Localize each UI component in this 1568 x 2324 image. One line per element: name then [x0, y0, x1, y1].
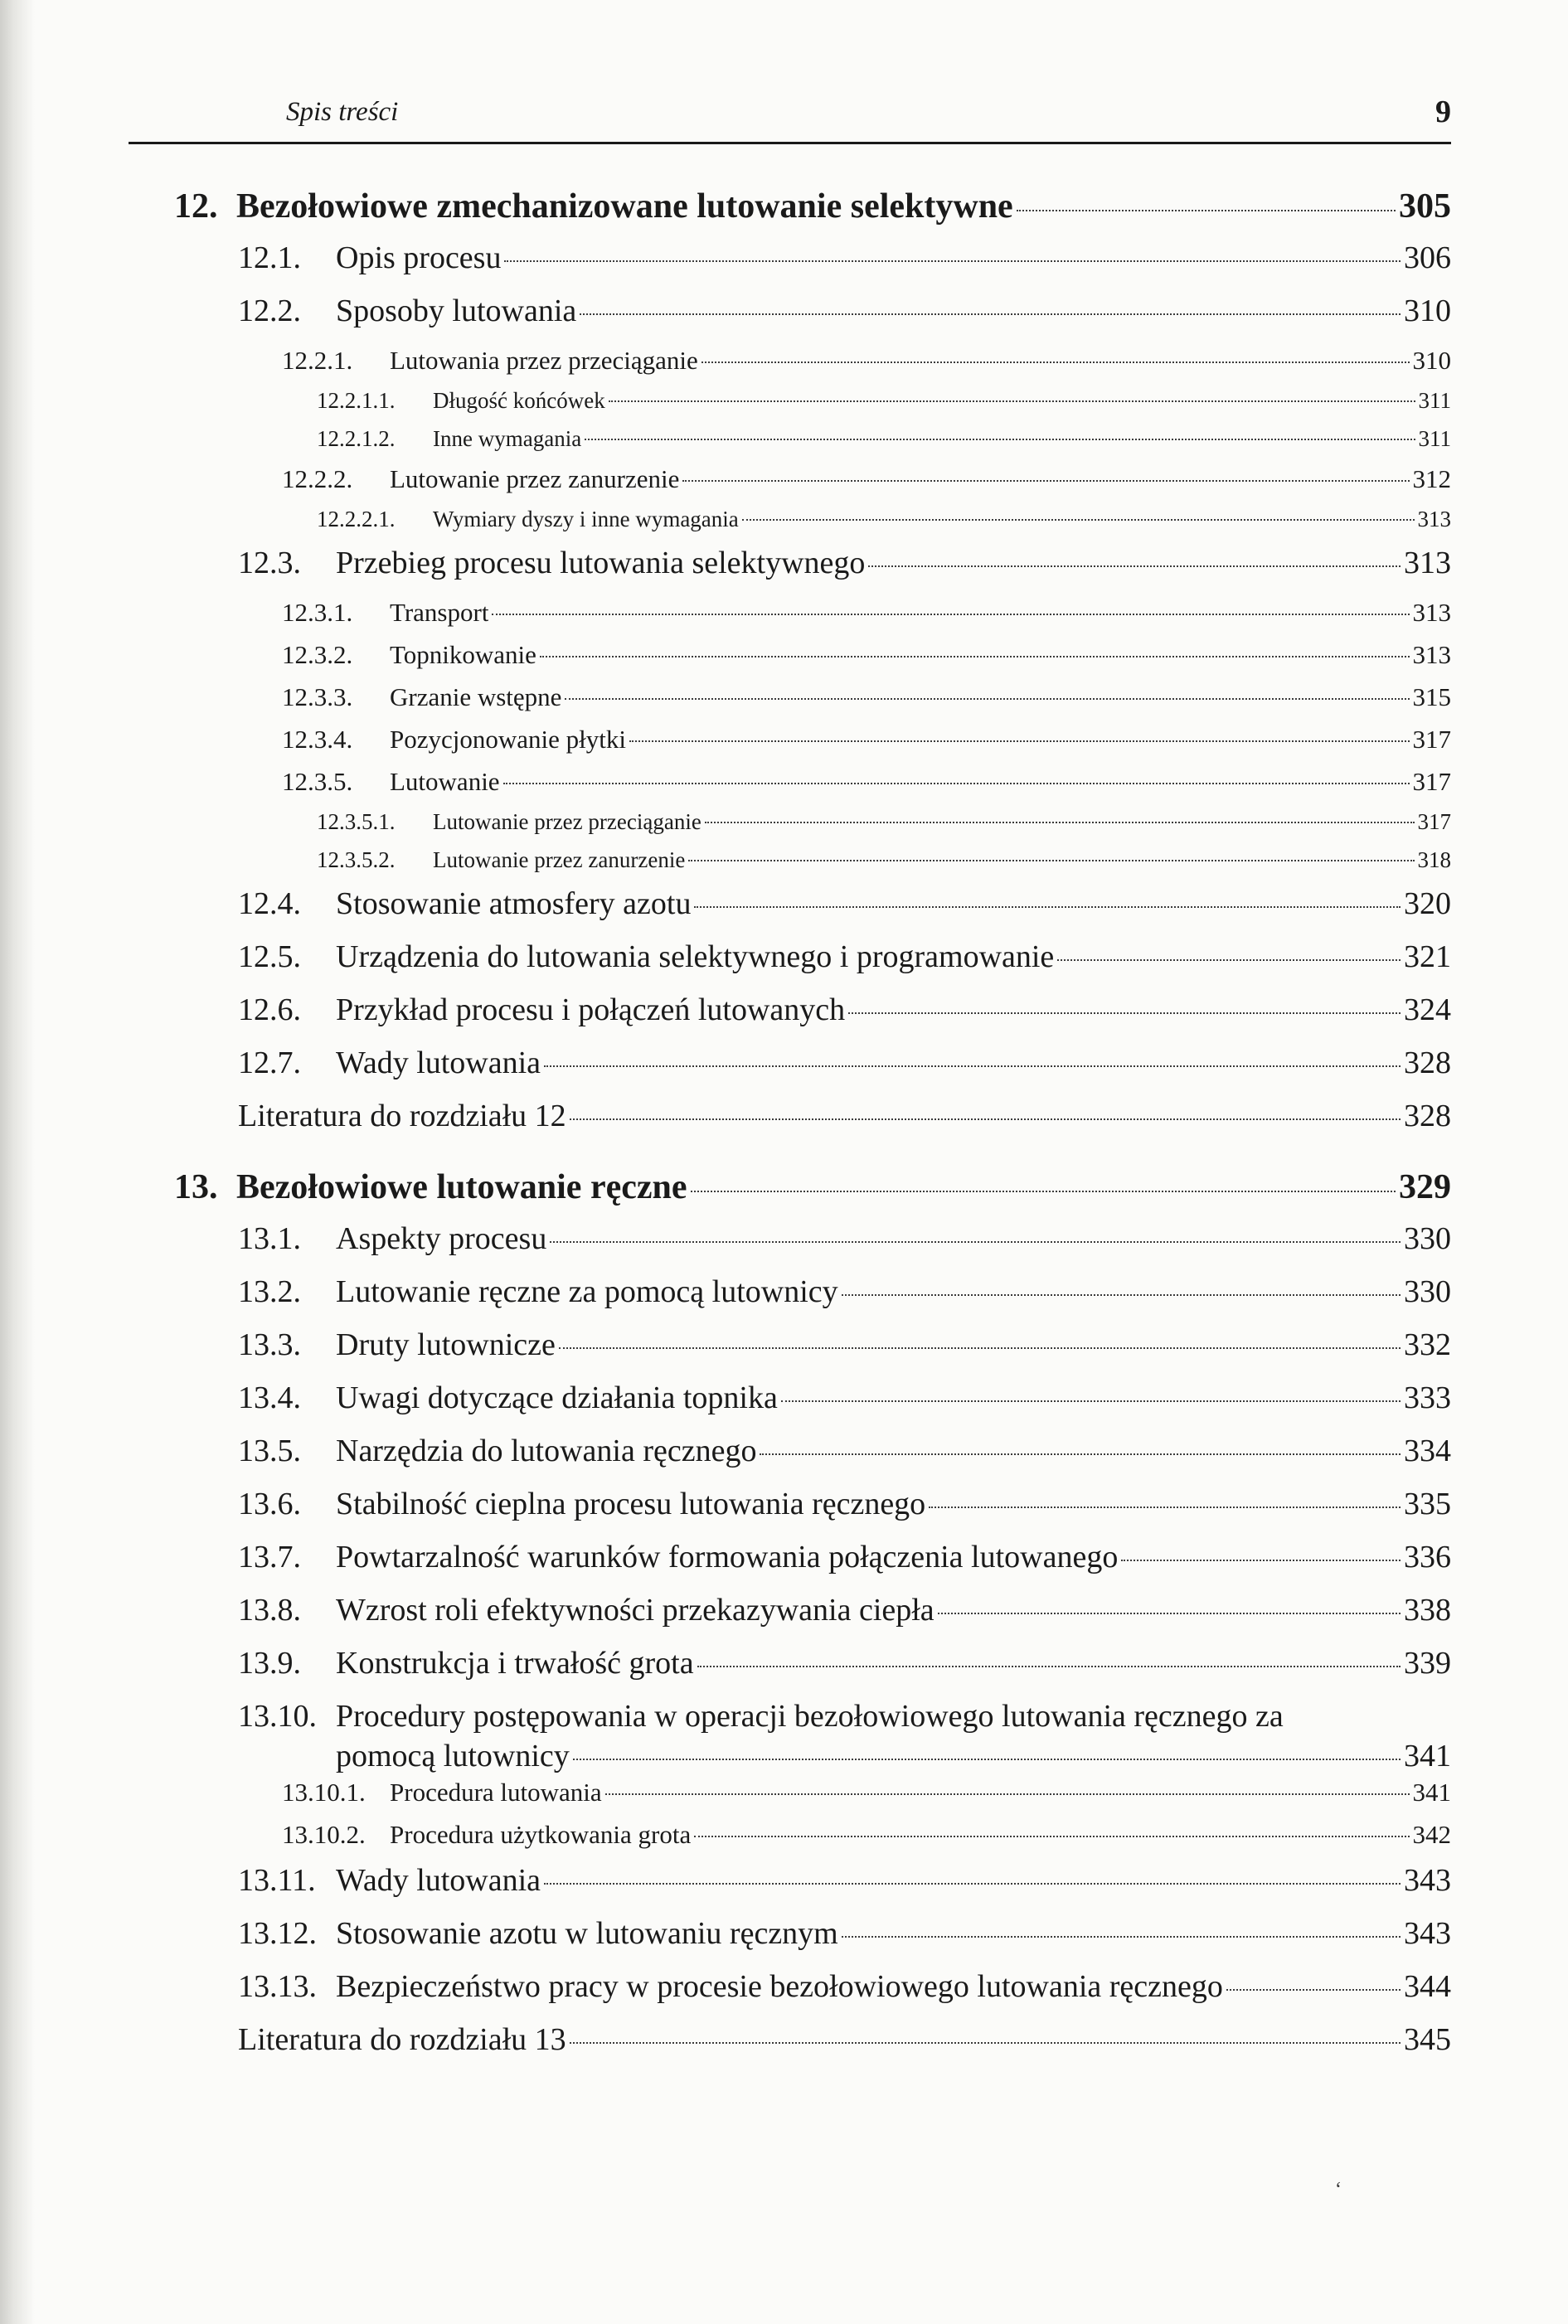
- toc-title: Bezołowiowe lutowanie ręczne: [236, 1168, 687, 1206]
- toc-number: 12.: [174, 187, 218, 226]
- dot-leader: [503, 783, 1410, 784]
- toc-entry-12-3[interactable]: [174, 545, 1451, 598]
- dot-leader: [605, 1793, 1410, 1795]
- toc-entry-12-2-2[interactable]: [174, 464, 1451, 507]
- toc-page: 313: [1412, 598, 1451, 627]
- toc-title: Bezpieczeństwo pracy w procesie bezołowiowego lutowania ręcznego: [336, 1969, 1223, 2004]
- toc-entry-12-2-2-1[interactable]: [174, 507, 1451, 545]
- toc-number: 12.4.: [238, 886, 301, 921]
- toc-page: 324: [1404, 992, 1451, 1027]
- toc-entry-12-2-1[interactable]: [174, 346, 1451, 388]
- toc-title: Wady lutowania: [336, 1863, 541, 1898]
- toc-number: 13.10.: [238, 1699, 317, 1734]
- dot-leader: [1017, 210, 1396, 211]
- toc-entry-12-1[interactable]: [174, 240, 1451, 293]
- toc-title: Stosowanie atmosfery azotu: [336, 886, 692, 921]
- dot-leader: [492, 614, 1409, 615]
- toc-title: Inne wymagania: [433, 426, 582, 451]
- dot-leader: [697, 1666, 1401, 1667]
- toc-entry-13-6[interactable]: [174, 1486, 1451, 1539]
- toc-entry-13-9[interactable]: [174, 1645, 1451, 1698]
- toc-number: 13.5.: [238, 1434, 301, 1468]
- toc-entry-12-3-2[interactable]: [174, 640, 1451, 682]
- toc-page: 329: [1399, 1168, 1451, 1206]
- toc-number: 13.13.: [238, 1969, 317, 2004]
- stray-pen-mark: ‘: [1335, 2179, 1342, 2200]
- dot-leader: [559, 1347, 1401, 1349]
- running-title: Spis treści: [286, 97, 399, 127]
- dot-leader: [585, 439, 1415, 440]
- toc-number: 12.3.3.: [282, 682, 353, 711]
- toc-title: Stabilność cieplna procesu lutowania ręcznego: [336, 1487, 926, 1521]
- toc-page: 310: [1412, 346, 1451, 375]
- toc-number: 12.2.2.1.: [317, 507, 396, 531]
- toc-title: Lutowanie: [390, 767, 500, 796]
- toc-entry-13-12[interactable]: [174, 1915, 1451, 1968]
- toc-title: Grzanie wstępne: [390, 682, 562, 711]
- toc-page: 342: [1412, 1820, 1451, 1849]
- toc-page: 339: [1404, 1646, 1451, 1681]
- toc-chapter-12[interactable]: [174, 187, 1451, 240]
- toc-number: 13.12.: [238, 1916, 317, 1951]
- dot-leader: [848, 1012, 1401, 1014]
- page-header: [129, 87, 1451, 144]
- toc-entry-12-3-4[interactable]: [174, 725, 1451, 767]
- dot-leader: [868, 565, 1401, 567]
- toc-entry-12-7[interactable]: [174, 1045, 1451, 1098]
- toc-page: 320: [1404, 886, 1451, 921]
- toc-number: 13.: [174, 1168, 218, 1206]
- toc-number: 12.3.4.: [282, 725, 353, 754]
- dot-leader: [629, 740, 1410, 742]
- toc-chapter-13[interactable]: [174, 1167, 1451, 1220]
- toc-page: 332: [1404, 1327, 1451, 1362]
- dot-leader: [573, 1759, 1401, 1760]
- dot-leader: [682, 480, 1409, 482]
- chapter-gap: [174, 1151, 1451, 1167]
- toc-number: 13.4.: [238, 1380, 301, 1415]
- toc-title: Literatura do rozdziału 12: [238, 1099, 566, 1133]
- toc-title: Druty lutownicze: [336, 1327, 556, 1362]
- toc-title: Procedura lutowania: [390, 1778, 602, 1807]
- dot-leader: [609, 400, 1415, 402]
- toc-page: 315: [1412, 682, 1451, 711]
- toc-page: 338: [1404, 1593, 1451, 1628]
- toc-title: Lutowania przez przeciąganie: [390, 346, 698, 375]
- binding-shadow: [0, 0, 35, 2324]
- toc-page: 341: [1412, 1778, 1451, 1807]
- toc-page: 305: [1399, 187, 1451, 226]
- toc-page: 306: [1404, 240, 1451, 275]
- toc-page: 328: [1404, 1046, 1451, 1080]
- toc-title: Procedura użytkowania grota: [390, 1820, 692, 1849]
- toc-entry-13-2[interactable]: [174, 1274, 1451, 1327]
- toc-entry-13-13[interactable]: [174, 1968, 1451, 2021]
- toc-page: 317: [1412, 767, 1451, 796]
- toc-entry-13-8[interactable]: [174, 1592, 1451, 1645]
- toc-page: 343: [1404, 1916, 1451, 1951]
- toc-title: Opis procesu: [336, 240, 502, 275]
- toc-entry-13-4[interactable]: [174, 1380, 1451, 1433]
- toc-number: 12.2.1.1.: [317, 388, 396, 413]
- toc-title: Uwagi dotyczące działania topnika: [336, 1380, 778, 1415]
- toc-entry-12-3-5-1[interactable]: [174, 809, 1451, 847]
- toc-number: 13.7.: [238, 1540, 301, 1574]
- toc-number: 13.2.: [238, 1274, 301, 1309]
- toc-number: 12.2.: [238, 294, 301, 328]
- toc-title: Transport: [390, 598, 489, 627]
- toc-number: 12.3.5.2.: [317, 847, 396, 872]
- toc-number: 12.3.1.: [282, 598, 353, 627]
- toc-title: Bezołowiowe zmechanizowane lutowanie selektywne: [236, 187, 1013, 226]
- toc-title: Lutowanie przez zanurzenie: [433, 847, 686, 872]
- toc-number: 13.8.: [238, 1593, 301, 1628]
- dot-leader: [565, 698, 1409, 700]
- toc-literature-12[interactable]: [174, 1098, 1451, 1151]
- toc-entry-12-3-5-2[interactable]: [174, 847, 1451, 885]
- toc-number: 13.10.1.: [282, 1778, 366, 1807]
- dot-leader: [688, 860, 1414, 861]
- toc-page: 336: [1404, 1540, 1451, 1574]
- toc-number: 12.3.5.: [282, 767, 353, 796]
- toc-entry-13-3[interactable]: [174, 1327, 1451, 1380]
- toc-title: Przebieg procesu lutowania selektywnego: [336, 546, 866, 580]
- toc-title: Wzrost roli efektywności przekazywania ciepła: [336, 1593, 934, 1628]
- dot-leader: [842, 1936, 1401, 1938]
- toc-number: 13.10.2.: [282, 1820, 366, 1849]
- toc-number: 13.3.: [238, 1327, 301, 1362]
- toc-title: Stosowanie azotu w lutowaniu ręcznym: [336, 1916, 838, 1951]
- dot-leader: [1121, 1560, 1401, 1561]
- toc-title: Urządzenia do lutowania selektywnego i programowanie: [336, 939, 1055, 974]
- toc-entry-13-1[interactable]: [174, 1220, 1451, 1274]
- toc-page: 317: [1412, 725, 1451, 754]
- toc-number: 12.2.1.2.: [317, 426, 396, 451]
- toc-page: 313: [1417, 507, 1451, 531]
- toc-title: Topnikowanie: [390, 640, 536, 669]
- toc-title: Powtarzalność warunków formowania połączenia lutowanego: [336, 1540, 1119, 1574]
- dot-leader: [760, 1453, 1401, 1455]
- dot-leader: [540, 656, 1410, 657]
- toc-page: 328: [1404, 1099, 1451, 1133]
- dot-leader: [570, 2042, 1401, 2044]
- toc-title-line2: pomocą lutownicy: [336, 1739, 570, 1773]
- page-number: 9: [1435, 95, 1451, 129]
- toc-page: 313: [1412, 640, 1451, 669]
- toc-literature-13[interactable]: [174, 2021, 1451, 2074]
- toc-entry-12-4[interactable]: [174, 885, 1451, 939]
- dot-leader: [544, 1065, 1401, 1067]
- toc-number: 12.3.2.: [282, 640, 353, 669]
- toc-title: Pozycjonowanie płytki: [390, 725, 626, 754]
- toc-entry-12-2[interactable]: [174, 293, 1451, 346]
- toc-number: 13.1.: [238, 1221, 301, 1256]
- toc-entry-12-3-5[interactable]: [174, 767, 1451, 809]
- toc-title: Przykład procesu i połączeń lutowanych: [336, 992, 846, 1027]
- toc-title: Lutowanie ręczne za pomocą lutownicy: [336, 1274, 838, 1309]
- toc-entry-13-5[interactable]: [174, 1433, 1451, 1486]
- toc-title: Literatura do rozdziału 13: [238, 2022, 566, 2057]
- toc-entry-13-11[interactable]: [174, 1862, 1451, 1915]
- toc-page: 317: [1417, 809, 1451, 834]
- toc-entry-13-7[interactable]: [174, 1539, 1451, 1592]
- toc-page: 345: [1404, 2022, 1451, 2057]
- toc-title: Sposoby lutowania: [336, 294, 577, 328]
- toc-number: 13.9.: [238, 1646, 301, 1681]
- toc-entry-12-3-3[interactable]: [174, 682, 1451, 725]
- toc-page: 311: [1418, 426, 1451, 451]
- dot-leader: [544, 1883, 1401, 1885]
- toc-title: Aspekty procesu: [336, 1221, 547, 1256]
- toc-number: 13.11.: [238, 1863, 316, 1898]
- dot-leader: [504, 260, 1401, 262]
- toc-entry-12-2-1-1[interactable]: [174, 388, 1451, 426]
- dot-leader: [570, 1118, 1401, 1120]
- toc-page: 311: [1418, 388, 1451, 413]
- table-of-contents: [174, 187, 1451, 2074]
- toc-page: 335: [1404, 1487, 1451, 1521]
- dot-leader: [694, 906, 1401, 908]
- dot-leader: [550, 1241, 1401, 1243]
- toc-entry-13-10[interactable]: [174, 1698, 1451, 1778]
- toc-title: Długość końcówek: [433, 388, 605, 413]
- toc-page: 330: [1404, 1274, 1451, 1309]
- toc-title: Wady lutowania: [336, 1046, 541, 1080]
- toc-page: 344: [1404, 1969, 1451, 2004]
- toc-page: 313: [1404, 546, 1451, 580]
- toc-page: 330: [1404, 1221, 1451, 1256]
- toc-entry-12-5[interactable]: [174, 939, 1451, 992]
- toc-title: Lutowanie przez zanurzenie: [390, 464, 680, 493]
- toc-page: 310: [1404, 294, 1451, 328]
- toc-page: 312: [1412, 464, 1451, 493]
- toc-number: 12.3.: [238, 546, 301, 580]
- toc-title: Lutowanie przez przeciąganie: [433, 809, 701, 834]
- toc-title: Wymiary dyszy i inne wymagania: [433, 507, 739, 531]
- toc-number: 12.2.2.: [282, 464, 353, 493]
- toc-number: 13.6.: [238, 1487, 301, 1521]
- toc-title: Narzędzia do lutowania ręcznego: [336, 1434, 757, 1468]
- toc-page: 318: [1417, 847, 1451, 872]
- toc-entry-13-10-2[interactable]: [174, 1820, 1451, 1862]
- dot-leader: [929, 1506, 1401, 1508]
- dot-leader: [742, 519, 1415, 521]
- toc-number: 12.2.1.: [282, 346, 353, 375]
- toc-number: 12.5.: [238, 939, 301, 974]
- toc-number: 12.7.: [238, 1046, 301, 1080]
- dot-leader: [1226, 1989, 1401, 1991]
- dot-leader: [842, 1294, 1401, 1296]
- toc-title-line1: Procedury postępowania w operacji bezołowiowego lutowania ręcznego za: [336, 1699, 1284, 1734]
- toc-number: 12.1.: [238, 240, 301, 275]
- toc-entry-12-2-1-2[interactable]: [174, 426, 1451, 464]
- dot-leader: [701, 361, 1410, 363]
- toc-entry-13-10-1[interactable]: [174, 1778, 1451, 1820]
- dot-leader: [580, 313, 1401, 315]
- dot-leader: [938, 1613, 1401, 1614]
- dot-leader: [1057, 959, 1401, 961]
- toc-page: 333: [1404, 1380, 1451, 1415]
- dot-leader: [691, 1191, 1396, 1192]
- dot-leader: [781, 1400, 1401, 1402]
- toc-entry-12-3-1[interactable]: [174, 598, 1451, 640]
- toc-page: 334: [1404, 1434, 1451, 1468]
- toc-number: 12.6.: [238, 992, 301, 1027]
- toc-page: 321: [1404, 939, 1451, 974]
- toc-title: Konstrukcja i trwałość grota: [336, 1646, 694, 1681]
- toc-entry-12-6[interactable]: [174, 992, 1451, 1045]
- toc-page: 343: [1404, 1863, 1451, 1898]
- toc-page: 341: [1404, 1739, 1451, 1773]
- dot-leader: [694, 1836, 1409, 1837]
- dot-leader: [705, 822, 1415, 823]
- toc-number: 12.3.5.1.: [317, 809, 396, 834]
